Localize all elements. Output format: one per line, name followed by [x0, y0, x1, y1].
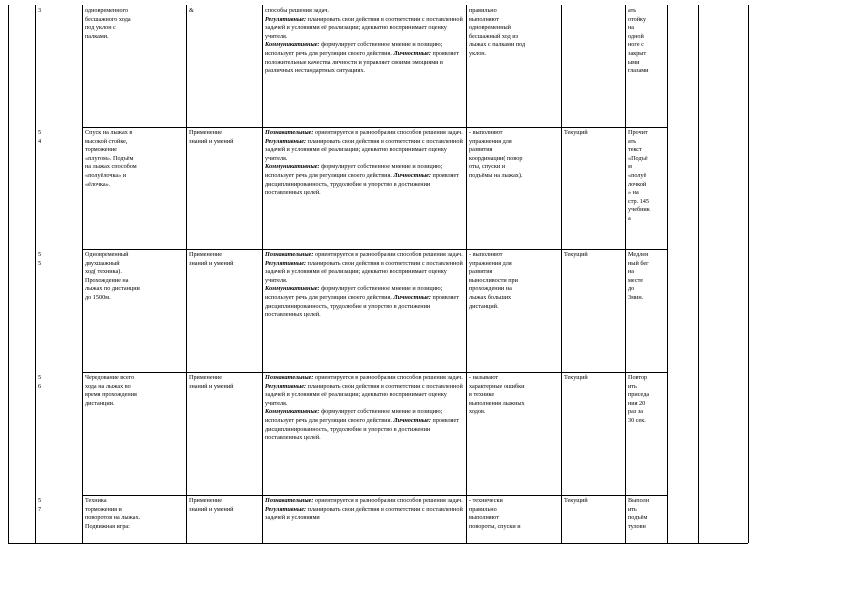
table-cell-control: Текущий	[564, 497, 588, 504]
table-cell-num: 5 6	[38, 374, 42, 390]
table-cell-activity: - технически правильно выполняют повороты, спуски и	[469, 497, 521, 530]
uud-category-label: Познавательные:	[265, 251, 314, 258]
table-column-border	[625, 5, 626, 543]
uud-description: ориентируется в разнообразии способов решения задач.	[313, 251, 463, 258]
table-column-border	[466, 5, 467, 543]
table-cell-homework: Повтор ить приседа ния 20 раз за 30 сек.	[628, 374, 650, 424]
table-cell-activity: - выполняют упражнения для развития выносливости при прохождении на лыжах больших дистанций.	[469, 251, 518, 310]
uud-description: проявляет дисциплинированность, трудолюбие и упорство в достижении поставленных целей.	[265, 293, 459, 319]
table-column-border	[698, 5, 699, 543]
table-cell-homework: Выполн ить подъём туловн	[628, 497, 650, 530]
uud-category-label: Регулятивные:	[265, 15, 307, 23]
uud-category-label: Личностные:	[393, 171, 431, 179]
table-cell-topic: Техника торможения и поворотов на лыжах. Подвижная игра:	[85, 497, 141, 530]
table-cell-type: Применение знаний и умений	[189, 251, 234, 267]
uud-description: формулирует собственное мнение и позицию; использует речь для регуляции своего действия.	[265, 408, 443, 424]
table-column-border	[186, 5, 187, 543]
table-cell-num: 5 7	[38, 497, 42, 513]
table-cell-num: 5 5	[38, 251, 42, 267]
table-cell-control	[564, 7, 623, 126]
uud-category-label: Регулятивные:	[265, 137, 307, 145]
table-cell-topic: Чередование всего хода на лыжах во время прохождения дистанции.	[85, 374, 137, 407]
table-cell-activity: правильно выполняют одновременный бесшажный ход из лыжах с палками под уклон.	[469, 7, 526, 57]
uud-description: формулирует собственное мнение и позицию; использует речь для регуляции своего действия.	[265, 41, 443, 57]
table-cell-type: Применение знаний и умений	[189, 497, 234, 513]
table-column-border	[667, 5, 668, 543]
table-cell-control: Текущий	[564, 251, 588, 258]
uud-category-label: Коммуникативные:	[265, 408, 320, 416]
table-cell-control: Текущий	[564, 374, 588, 381]
uud-category-label: Личностные:	[393, 49, 431, 57]
uud-description: формулирует собственное мнение и позицию; использует речь для регуляции своего действия.	[265, 163, 443, 179]
table-cell-type: Применение знаний и умений	[189, 129, 234, 145]
table-cell-uud	[265, 7, 464, 126]
table-column-border	[35, 5, 36, 543]
table-column-border	[262, 5, 263, 543]
uud-description: планировать свои действия в соответствии с поставленной задачей и условиями её реализации; адекватно воспринимает оценку учителя.	[265, 15, 463, 40]
uud-description: проявляет дисциплинированность, трудолюбие и упорство в достижении поставленных целей.	[265, 171, 459, 197]
uud-description: планировать свои действия в соответствии с поставленной задачей и условиями	[265, 505, 463, 522]
table-column-border	[82, 5, 83, 543]
uud-description: проявляет положительные качества личности и управляет своими эмоциями в различных нестандартных ситуациях.	[265, 49, 459, 75]
table-cell-homework: ать отойку на одной ноге с закрыт ыми глазами	[628, 7, 649, 75]
table-row-border	[82, 127, 667, 128]
table-row-border	[82, 495, 667, 496]
uud-description: ориентируется в разнообразии способов решения задач.	[313, 497, 463, 504]
uud-category-label: Регулятивные:	[265, 382, 307, 390]
uud-description: ориентируется в разнообразии способов решения задач.	[313, 374, 463, 381]
table-cell-num: 3	[38, 7, 42, 14]
table-cell-topic: одновременного бесшажного хода под уклон с палками.	[85, 7, 131, 40]
table-cell-uud	[265, 129, 464, 248]
table-row-border	[8, 543, 748, 544]
table-row-border	[82, 249, 667, 250]
table-cell-uud	[265, 497, 464, 542]
uud-description: планировать свои действия в соответствии с поставленной задачей и условиями её реализации; адекватно воспринимает оценку учителя.	[265, 259, 463, 284]
uud-description: планировать свои действия в соответствии с поставленной задачей и условиями её реализации; адекватно воспринимает оценку учителя.	[265, 382, 463, 407]
table-cell-uud	[265, 251, 464, 371]
table-row-border	[82, 372, 667, 373]
table-column-border	[748, 5, 749, 543]
uud-category-label: Регулятивные:	[265, 505, 307, 513]
uud-category-label: Личностные:	[393, 293, 431, 301]
uud-description: способы решения задач.	[265, 7, 329, 14]
uud-category-label: Коммуникативные:	[265, 41, 320, 49]
table-cell-activity: - называют характерные ошибки в технике выполнения лыжных ходов.	[469, 374, 525, 416]
table-cell-homework: Прочит ать текст «Подъё м «полуё лочкой » на стр. 145 учебник а	[628, 129, 650, 222]
uud-description: формулирует собственное мнение и позицию; использует речь для регуляции своего действия.	[265, 285, 443, 301]
uud-category-label: Познавательные:	[265, 129, 314, 136]
uud-category-label: Познавательные:	[265, 374, 314, 381]
table-cell-type: &	[189, 7, 194, 14]
uud-category-label: Регулятивные:	[265, 259, 307, 267]
table-cell-topic: Одновременный двухшажный ход( техника). Прохождение на лыжах по дистанции до 1500м.	[85, 251, 140, 301]
uud-description: проявляет дисциплинированность, трудолюбие и упорство в достижении поставленных целей.	[265, 416, 459, 442]
uud-description: ориентируется в разнообразии способов решения задач.	[313, 129, 463, 136]
table-cell-type: Применение знаний и умений	[189, 374, 234, 390]
table-cell-num: 5 4	[38, 129, 42, 145]
uud-category-label: Коммуникативные:	[265, 163, 320, 171]
uud-category-label: Коммуникативные:	[265, 285, 320, 293]
uud-category-label: Личностные:	[393, 416, 431, 424]
table-cell-topic: Спуск на лыжах в высокой стойке, торможение «плугом». Подъём на лыжах способом «полуёлочка» и «ёлочка».	[85, 129, 137, 188]
table-column-border	[8, 5, 9, 543]
table-column-border	[561, 5, 562, 543]
table-cell-activity: - выполняют упражнения для развития координации( повор оты, спуски и подъёмы на лыжах).	[469, 129, 523, 179]
table-cell-control: Текущий	[564, 129, 588, 136]
table-cell-uud	[265, 374, 464, 494]
uud-category-label: Познавательные:	[265, 497, 314, 504]
table-cell-homework: Медлен ный бег на месте до 3мин.	[628, 251, 649, 301]
uud-description: планировать свои действия в соответствии с поставленной задачей и условиями её реализации; адекватно воспринимает оценку учителя.	[265, 137, 463, 162]
